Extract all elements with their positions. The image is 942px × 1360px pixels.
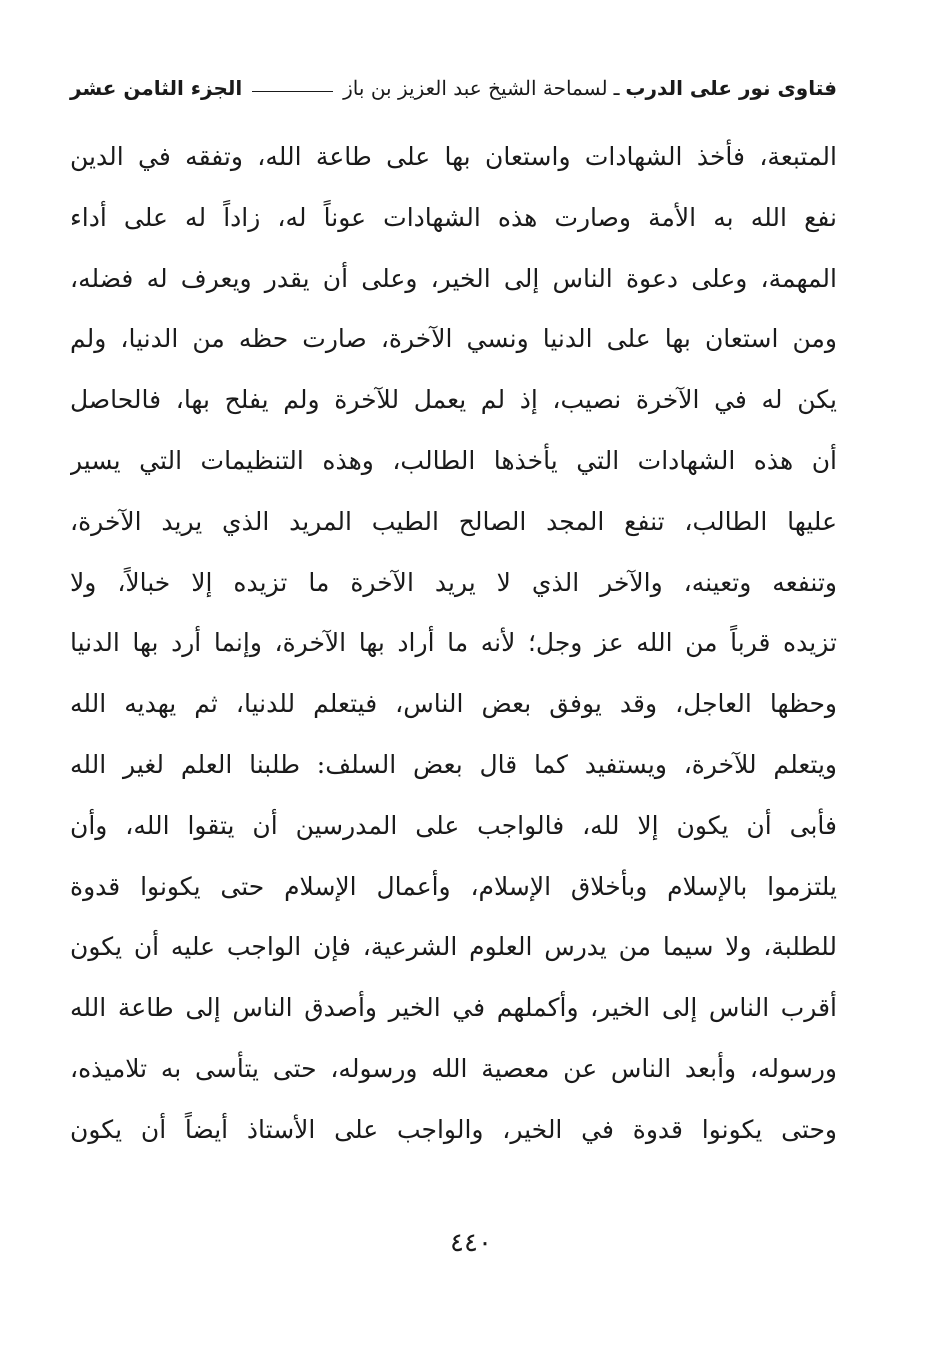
text-line: المهمة، وعلى دعوة الناس إلى الخير، وعلى أن يقدر ويعرف له فضله، xyxy=(70,263,837,293)
page-number: ٤٤٠ xyxy=(450,1228,492,1258)
text-line: نفع الله به الأمة وصارت هذه الشهادات عوناً له، زاداً له على أداء xyxy=(70,202,837,232)
text-line: ومن استعان بها على الدنيا ونسي الآخرة، صارت حظه من الدنيا، ولم xyxy=(70,324,837,354)
author-name: لسماحة الشيخ عبد العزيز بن باز xyxy=(343,76,608,100)
text-line: المتبعة، فأخذ الشهادات واستعان بها على طاعة الله، وتفقه في الدين xyxy=(70,142,837,171)
text-line: تزيده قرباً من الله عز وجل؛ لأنه ما أراد بها الآخرة، وإنما أرد بها الدنيا xyxy=(70,628,837,658)
body-text xyxy=(70,127,837,1161)
text-line: ورسوله، وأبعد الناس عن معصية الله ورسوله، حتى يتأسى به تلاميذه، xyxy=(70,1053,837,1083)
text-line: ويتعلم للآخرة، ويستفيد كما قال بعض السلف: طلبنا العلم لغير الله xyxy=(70,749,837,779)
text-line: وحظها العاجل، وقد يوفق بعض الناس، فيتعلم للدنيا، ثم يهديه الله xyxy=(70,689,837,719)
volume-label: الجزء الثامن عشر xyxy=(70,76,243,100)
book-title: فتاوى نور على الدرب xyxy=(625,76,837,100)
header-separator: ـ xyxy=(613,76,620,100)
text-line: يلتزموا بالإسلام وبأخلاق الإسلام، وأعمال الإسلام حتى يكونوا قدوة xyxy=(70,871,837,901)
text-line: أقرب الناس إلى الخير، وأكملهم في الخير وأصدق الناس إلى طاعة الله xyxy=(70,993,837,1023)
text-line: وتنفعه وتعينه، والآخر الذي لا يريد الآخرة ما تزيده إلا خبالاً، ولا xyxy=(70,567,837,597)
text-line: يكن له في الآخرة نصيب، إذ لم يعمل للآخرة ولم يفلح بها، فالحاصل xyxy=(70,385,837,415)
text-line: عليها الطالب، تنفع المجد الصالح الطيب المريد الذي يريد الآخرة، xyxy=(70,506,837,536)
header-rule xyxy=(252,91,333,92)
text-line: وحتى يكونوا قدوة في الخير، والواجب على الأستاذ أيضاً أن يكون xyxy=(70,1114,837,1144)
running-header xyxy=(70,68,837,108)
text-line: أن هذه الشهادات التي يأخذها الطالب، وهذه التنظيمات التي يسير xyxy=(70,445,837,475)
text-line: للطلبة، ولا سيما من يدرس العلوم الشرعية، فإن الواجب عليه أن يكون xyxy=(70,932,837,962)
text-line: فأبى أن يكون إلا لله، فالواجب على المدرسين أن يتقوا الله، وأن xyxy=(70,810,837,840)
